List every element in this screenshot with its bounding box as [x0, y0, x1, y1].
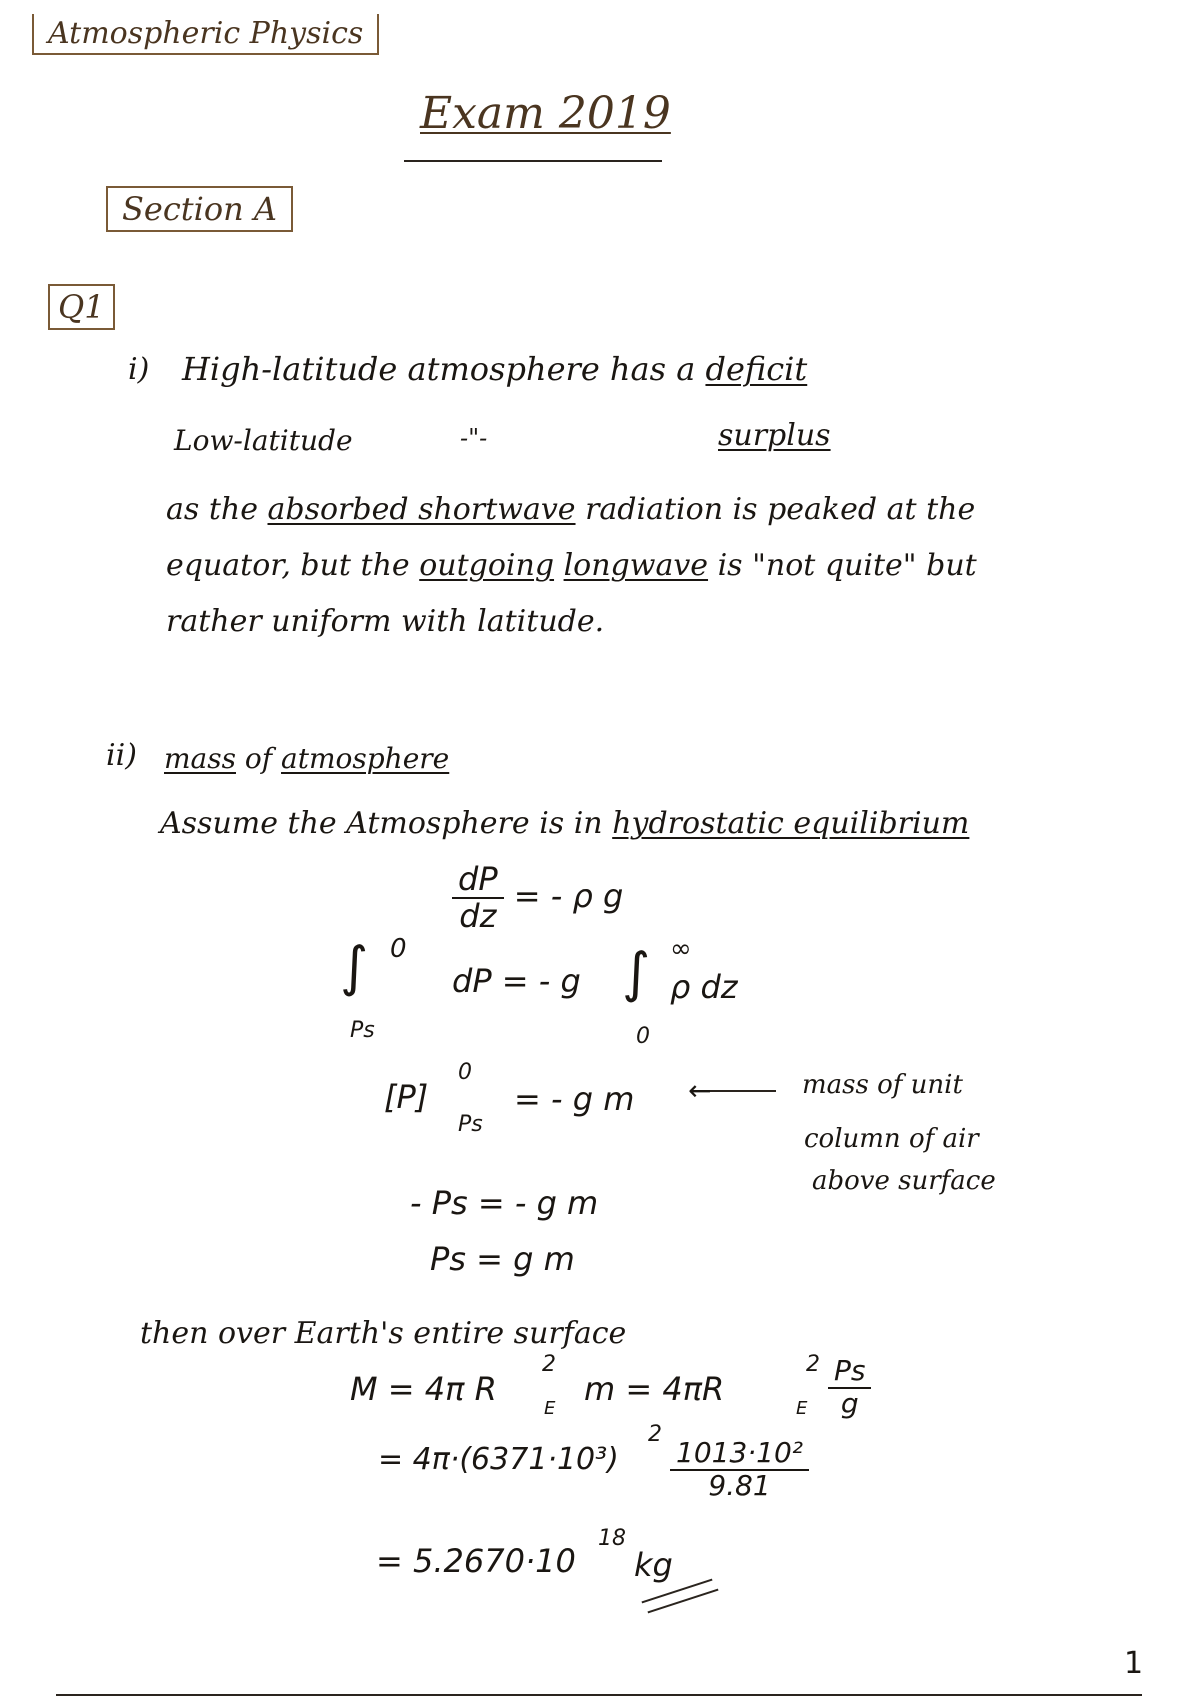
expl-1a: as the — [166, 492, 258, 527]
eq6-sub2: E — [796, 1398, 808, 1419]
explanation-line2 — [166, 548, 977, 583]
expl-2c: longwave — [563, 548, 709, 583]
exam-underline — [404, 160, 662, 162]
eq7-fraction — [670, 1438, 809, 1502]
heading-atmosphere: atmosphere — [281, 742, 450, 775]
eq1-num: dP — [452, 862, 504, 899]
equation-result — [376, 1526, 736, 1602]
equation-surface-pressure-neg: - Ps = - g m — [410, 1184, 599, 1222]
expl-1c: radiation is peaked at the — [585, 492, 976, 527]
annotation-note-1: mass of unit — [802, 1070, 963, 1100]
expl-1b: absorbed shortwave — [267, 492, 576, 527]
assume-b: hydrostatic equilibrium — [612, 806, 970, 841]
eq3-lhs: [P] — [384, 1078, 429, 1116]
eq6-mid: m = 4πR — [584, 1370, 725, 1408]
part-i-line2-start: Low-latitude — [174, 424, 353, 457]
equation-numeric — [378, 1422, 838, 1520]
explanation-line1 — [166, 492, 975, 527]
eq2-upper2: ∞ — [670, 934, 692, 964]
expl-2d: is "not quite" but — [717, 548, 977, 583]
course-title: Atmospheric Physics — [32, 14, 379, 55]
assumption-line — [160, 806, 969, 841]
equation-hydrostatic — [452, 862, 623, 934]
eq8-value: = 5.2670·10 — [376, 1542, 576, 1580]
expl-2a: equator, but the — [166, 548, 410, 583]
eq2-mid: dP = - g — [452, 962, 581, 1000]
integral-sign-left: ∫ — [340, 935, 369, 998]
integral-sign-right: ∫ — [622, 941, 651, 1004]
eq6-sup2: 2 — [806, 1352, 820, 1377]
exam-title: Exam 2019 — [420, 88, 671, 139]
eq7-den: 9.81 — [708, 1468, 771, 1502]
page-number: 1 — [1124, 1646, 1144, 1681]
part-ii-label: ii) — [106, 738, 137, 773]
eq2-lower: Ps — [350, 1018, 375, 1043]
eq8-sup: 18 — [598, 1526, 626, 1551]
eq6-lhs: M = 4π R — [350, 1370, 497, 1408]
eq3-sub: Ps — [458, 1112, 483, 1137]
part-i-line2-ditto: -"- — [460, 424, 488, 452]
surplus-word: surplus — [718, 418, 831, 453]
eq2-upper: 0 — [390, 934, 407, 964]
eq8-unit: kg — [634, 1546, 673, 1584]
heading-of: of — [244, 742, 273, 775]
eq6-frac-den: g — [840, 1386, 859, 1420]
assume-a: Assume the Atmosphere is in — [160, 806, 603, 841]
annotation-note-3: above surface — [812, 1166, 996, 1196]
equation-total-mass — [350, 1352, 890, 1440]
equation-evaluated — [384, 1060, 714, 1138]
eq6-frac-num: Ps — [828, 1356, 871, 1389]
eq7-lhs: = 4π·(6371·10³) — [378, 1442, 619, 1477]
eq6-sup: 2 — [542, 1352, 556, 1377]
eq3-rhs: = - g m — [514, 1080, 635, 1118]
eq1-rhs: = - ρ g — [513, 877, 624, 916]
part-ii-heading — [164, 742, 449, 775]
question-label: Q1 — [48, 284, 115, 330]
dp-dz-fraction — [452, 862, 504, 934]
section-label: Section A — [106, 186, 293, 232]
then-line: then over Earth's entire surface — [140, 1316, 627, 1351]
deficit-word: deficit — [705, 350, 808, 388]
part-i-line1-start: High-latitude atmosphere has a — [182, 350, 696, 388]
equation-surface-pressure: Ps = g m — [430, 1240, 575, 1278]
equation-integral — [340, 934, 800, 1050]
eq6-sub: E — [544, 1398, 556, 1419]
annotation-arrow-icon: ← — [688, 1074, 712, 1107]
annotation-note-2: column of air — [804, 1124, 979, 1154]
part-i-label: i) — [128, 352, 150, 387]
eq6-fraction — [828, 1356, 871, 1420]
eq3-sup: 0 — [458, 1060, 472, 1085]
eq7-num: 1013·10² — [670, 1438, 809, 1471]
expl-2b: outgoing — [419, 548, 555, 583]
page-bottom-rule — [56, 1694, 1142, 1696]
heading-mass: mass — [164, 742, 236, 775]
part-i-line1 — [182, 350, 807, 388]
explanation-line3: rather uniform with latitude. — [166, 604, 605, 639]
eq7-sup: 2 — [648, 1422, 662, 1447]
eq1-den: dz — [459, 897, 497, 936]
eq2-lower2: 0 — [636, 1024, 650, 1049]
eq2-end: ρ dz — [670, 968, 738, 1006]
